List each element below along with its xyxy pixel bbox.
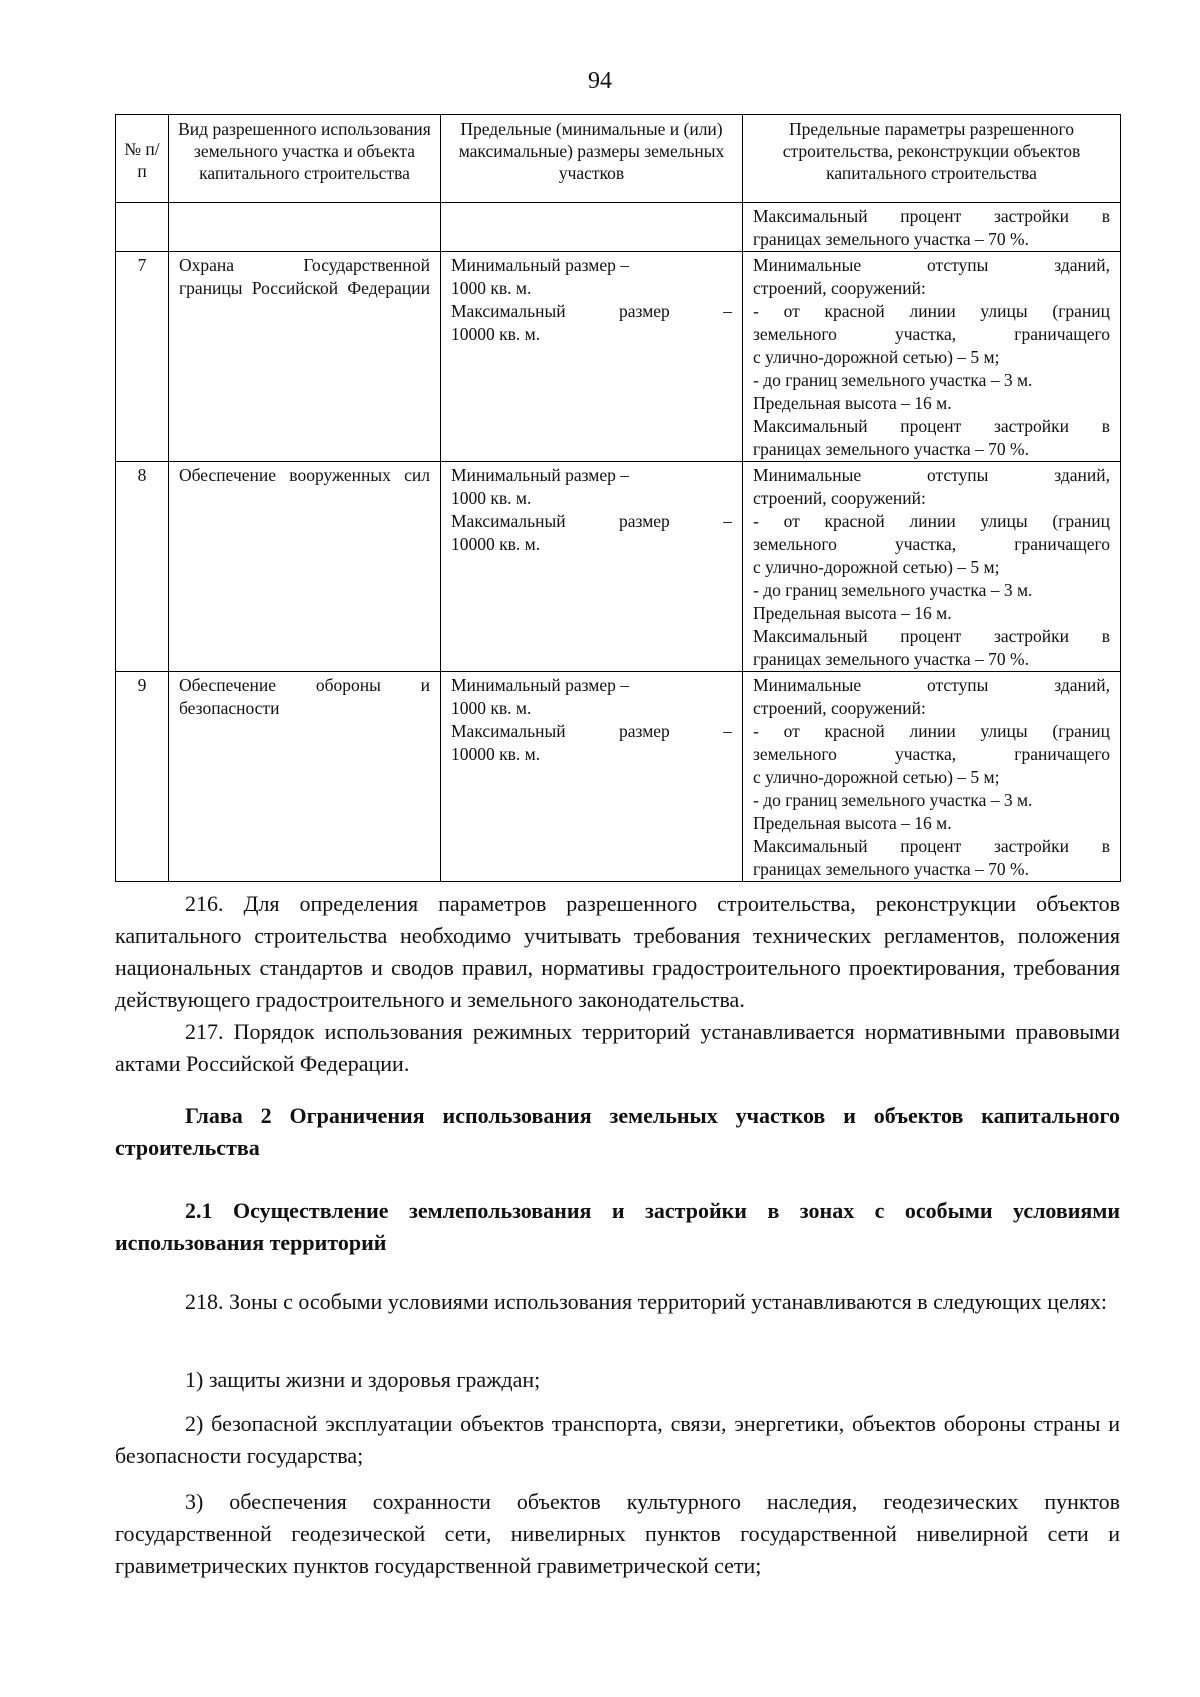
chapter-heading-block bbox=[115, 1100, 1120, 1164]
cell-use bbox=[169, 203, 441, 252]
cell-sizes bbox=[441, 203, 743, 252]
size-line: 1000 кв. м. bbox=[451, 488, 532, 508]
paragraph-218-block bbox=[115, 1286, 1120, 1318]
param-line: Максимальный процент застройки в bbox=[753, 626, 1110, 646]
param-line: - от красной линии улицы (границ bbox=[753, 721, 1110, 741]
param-line: с улично-дорожной сетью) – 5 м; bbox=[753, 767, 1000, 787]
list-item-3-block bbox=[115, 1486, 1120, 1582]
size-line: 10000 кв. м. bbox=[451, 324, 541, 344]
param-line: границах земельного участка – 70 %. bbox=[753, 229, 1029, 249]
header-permitted-use: Вид разрешенного использования земельного участка и объекта капитального строительства bbox=[169, 115, 441, 203]
param-line: - до границ земельного участка – 3 м. bbox=[753, 790, 1033, 810]
list-item-2-block bbox=[115, 1408, 1120, 1472]
size-line: Максимальный размер – bbox=[451, 511, 732, 531]
land-use-parameters-table bbox=[115, 114, 1121, 882]
cell-number: 7 bbox=[116, 252, 169, 462]
size-line: Минимальный размер – bbox=[451, 465, 630, 485]
cell-params bbox=[743, 203, 1121, 252]
table-header-row bbox=[116, 115, 1121, 203]
param-line: строений, сооружений: bbox=[753, 488, 926, 508]
cell-sizes bbox=[441, 252, 743, 462]
table-row bbox=[116, 252, 1121, 462]
paragraph-218: 218. Зоны с особыми условиями использования территорий устанавливаются в следующих целях: bbox=[185, 1289, 1107, 1314]
cell-params bbox=[743, 252, 1121, 462]
table-row bbox=[116, 462, 1121, 672]
param-line: строений, сооружений: bbox=[753, 698, 926, 718]
param-line: Предельная высота – 16 м. bbox=[753, 813, 952, 833]
cell-use: Охрана Государственной границы Российской Федерации bbox=[169, 252, 441, 462]
section-2-1-heading: 2.1 Осуществление землепользования и застройки в зонах с особыми условиями использования территорий bbox=[115, 1198, 1120, 1255]
paragraph-217: 217. Порядок использования режимных территорий устанавливается нормативными правовыми актами Российской Федерации. bbox=[115, 1019, 1120, 1076]
paragraph-216: 216. Для определения параметров разрешенного строительства, реконструкции объектов капитального строительства необходимо учитывать требования технических регламентов, положения национальных стандартов и сводов правил, нормативы градостроительного проектирования, требования действующего градостроительного и земельного законодательства. bbox=[115, 891, 1120, 1012]
size-line: Минимальный размер – bbox=[451, 675, 630, 695]
cell-sizes bbox=[441, 462, 743, 672]
size-line: 1000 кв. м. bbox=[451, 278, 532, 298]
cell-use: Обеспечение вооруженных сил bbox=[169, 462, 441, 672]
param-line: - до границ земельного участка – 3 м. bbox=[753, 580, 1033, 600]
cell-params bbox=[743, 462, 1121, 672]
size-line: 10000 кв. м. bbox=[451, 744, 541, 764]
table-row bbox=[116, 672, 1121, 882]
param-line: границах земельного участка – 70 %. bbox=[753, 859, 1029, 879]
param-line: Минимальные отступы зданий, bbox=[753, 675, 1110, 695]
list-item: 3) обеспечения сохранности объектов культурного наследия, геодезических пунктов государственной геодезической сети, нивелирных пунктов государственной нивелирной сети и гравиметрических пунктов государственной гравиметрической сети; bbox=[115, 1489, 1120, 1578]
param-line: Максимальный процент застройки в bbox=[753, 836, 1110, 856]
param-line: с улично-дорожной сетью) – 5 м; bbox=[753, 347, 1000, 367]
size-line: 10000 кв. м. bbox=[451, 534, 541, 554]
param-line: - до границ земельного участка – 3 м. bbox=[753, 370, 1033, 390]
param-line: Максимальный процент застройки в bbox=[753, 416, 1110, 436]
param-line: строений, сооружений: bbox=[753, 278, 926, 298]
cell-number bbox=[116, 203, 169, 252]
param-line: - от красной линии улицы (границ bbox=[753, 511, 1110, 531]
param-line: с улично-дорожной сетью) – 5 м; bbox=[753, 557, 1000, 577]
size-line: 1000 кв. м. bbox=[451, 698, 532, 718]
param-line: земельного участка, граничащего bbox=[753, 534, 1110, 554]
section-heading-block bbox=[115, 1195, 1120, 1259]
cell-use: Обеспечение обороны и безопасности bbox=[169, 672, 441, 882]
list-item: 2) безопасной эксплуатации объектов транспорта, связи, энергетики, объектов обороны страны и безопасности государства; bbox=[115, 1411, 1120, 1468]
param-line: Минимальные отступы зданий, bbox=[753, 465, 1110, 485]
param-line: - от красной линии улицы (границ bbox=[753, 301, 1110, 321]
table-row-continuation bbox=[116, 203, 1121, 252]
cell-number: 9 bbox=[116, 672, 169, 882]
cell-params bbox=[743, 672, 1121, 882]
param-line: границах земельного участка – 70 %. bbox=[753, 649, 1029, 669]
param-line: Максимальный процент застройки в bbox=[753, 206, 1110, 226]
cell-sizes bbox=[441, 672, 743, 882]
chapter-2-heading: Глава 2 Ограничения использования земельных участков и объектов капитального строительства bbox=[115, 1103, 1120, 1160]
param-line: земельного участка, граничащего bbox=[753, 744, 1110, 764]
header-construction-params: Предельные параметры разрешенного строительства, реконструкции объектов капитального строительства bbox=[743, 115, 1121, 203]
body-text-block bbox=[115, 888, 1120, 1080]
cell-number: 8 bbox=[116, 462, 169, 672]
param-line: границах земельного участка – 70 %. bbox=[753, 439, 1029, 459]
param-line: земельного участка, граничащего bbox=[753, 324, 1110, 344]
list-item-1-block bbox=[115, 1364, 1120, 1396]
param-line: Предельная высота – 16 м. bbox=[753, 393, 952, 413]
page-number: 94 bbox=[588, 68, 612, 94]
size-line: Максимальный размер – bbox=[451, 721, 732, 741]
header-number: № п/п bbox=[116, 115, 169, 203]
size-line: Максимальный размер – bbox=[451, 301, 732, 321]
header-plot-sizes: Предельные (минимальные и (или) максимальные) размеры земельных участков bbox=[441, 115, 743, 203]
size-line: Минимальный размер – bbox=[451, 255, 630, 275]
param-line: Предельная высота – 16 м. bbox=[753, 603, 952, 623]
list-item: 1) защиты жизни и здоровья граждан; bbox=[185, 1367, 541, 1392]
param-line: Минимальные отступы зданий, bbox=[753, 255, 1110, 275]
